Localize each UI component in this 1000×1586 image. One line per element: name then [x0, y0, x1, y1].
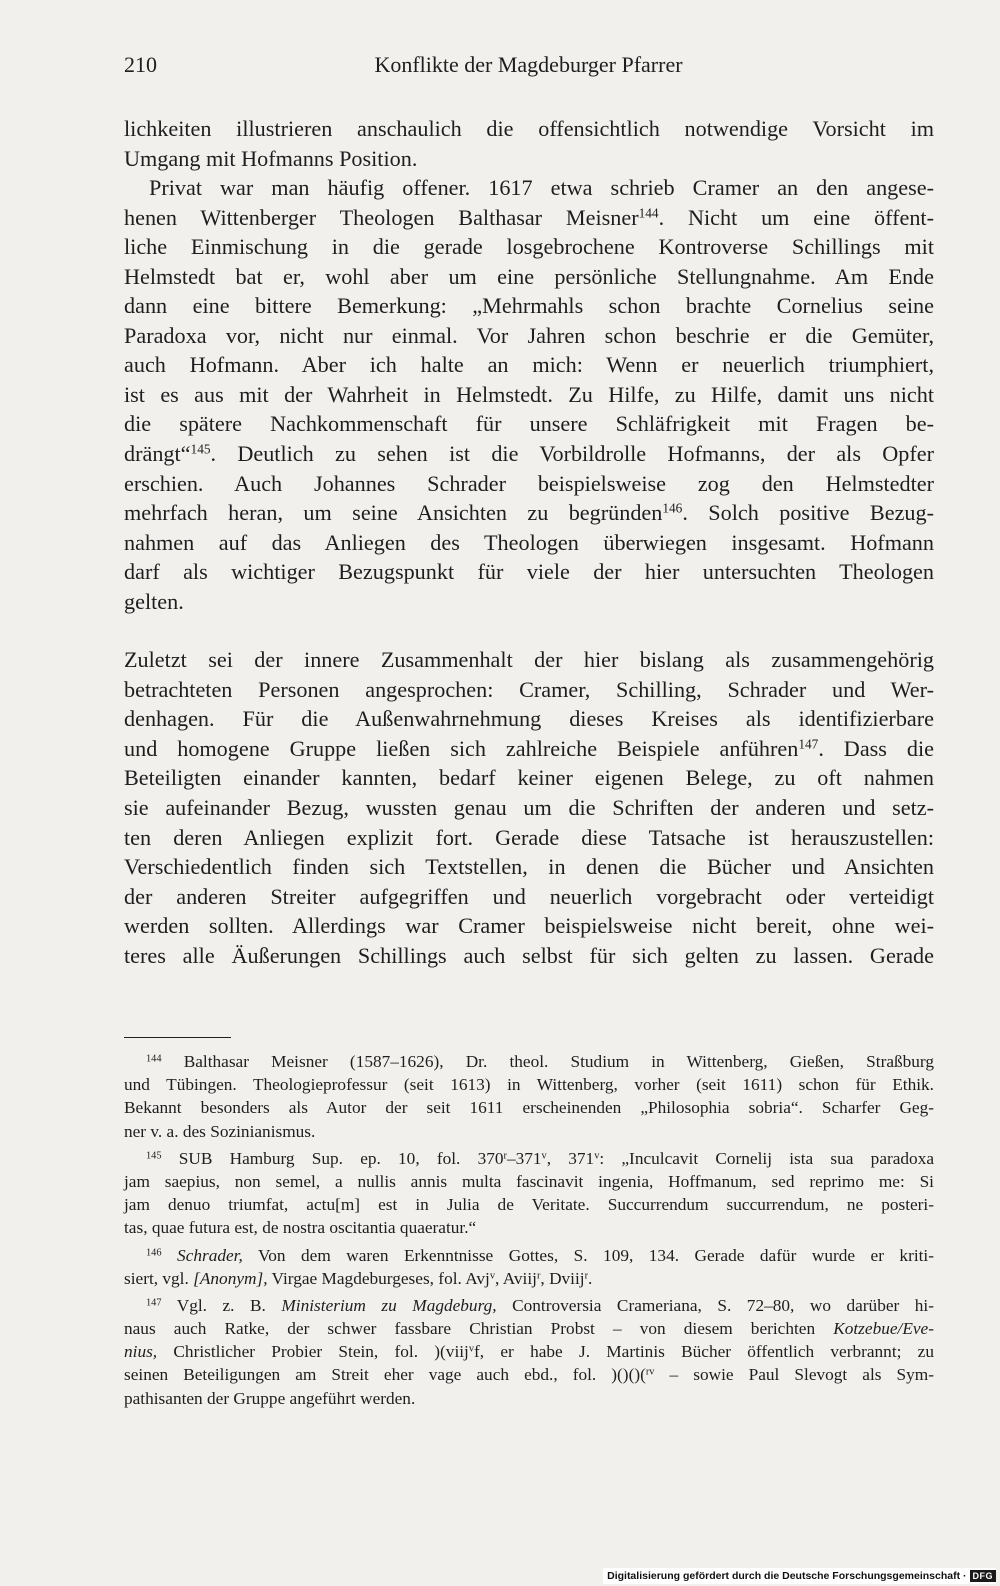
page-header — [124, 52, 933, 86]
footnote-147 — [124, 1294, 934, 1410]
digitization-credit — [603, 1568, 996, 1584]
footnote-ref-145[interactable]: 145 — [190, 441, 211, 457]
text-line: henen Wittenberger Theologen Balthasar Meisner$^{144}$. Nicht um eine öffent- — [124, 204, 934, 230]
text-line: teres alle Äußerungen Schillings auch selbst für sich gelten zu lassen. Gerade — [124, 942, 934, 968]
text-line: und homogene Gruppe ließen sich zahlreiche Beispiele anführen$^{147}$. Dass die — [124, 735, 934, 761]
text-line: dann eine bittere Bemerkung: „Mehrmahls schon brachte Cornelius seine — [124, 293, 934, 319]
text-line: Paradoxa vor, nicht nur einmal. Vor Jahren schon beschrie er die Gemüter, — [124, 322, 934, 348]
footnote-ref-144[interactable]: 144 — [638, 205, 659, 221]
footnote-line: ner v. a. des Sozinianismus. — [124, 1121, 316, 1141]
footnote-marker: 147 — [146, 1297, 162, 1309]
text-line: drängt“$^{145}$. Deutlich zu sehen ist die Vorbildrolle Hofmanns, der als Opfer — [124, 441, 934, 467]
footnote-145 — [124, 1147, 934, 1240]
credit-text: Digitalisierung gefördert durch die Deutsche Forschungsgemeinschaft · — [607, 1570, 967, 1582]
footnote-line: pathisanten der Gruppe angeführt werden. — [124, 1388, 416, 1408]
footnote-marker: 145 — [146, 1150, 162, 1162]
text-line: liche Einmischung in die gerade losgebrochene Kontroverse Schillings mit — [124, 234, 934, 260]
text-line: mehrfach heran, um seine Ansichten zu begründen$^{146}$. Solch positive Bezug- — [124, 500, 934, 526]
footnote-line: und Tübingen. Theologieprofessur (seit 1613) in Wittenberg, vorher (seit 1611) schon für Ethik. — [124, 1075, 934, 1095]
footnote-ref-147[interactable]: 147 — [798, 736, 819, 752]
footnote-line: nius, Christlicher Probier Stein, fol. )(viij$^v$f, er habe J. Martinis Bücher öffentlich verbrannt; zu — [124, 1342, 934, 1362]
footnote-line: jam saepius, non semel, a nullis annis multa fascinavit ingenia, Hoffmanum, sed reprimo me: Si — [124, 1171, 934, 1191]
text-line: darf als wichtiger Bezugspunkt für viele der hier untersuchten Theologen — [124, 559, 934, 585]
footnote-line: $^{147}$ Vgl. z. B. Ministerium zu Magdeburg, Controversia Crameriana, S. 72–80, wo darüber hi- — [146, 1295, 934, 1315]
text-line: denhagen. Für die Außenwahrnehmung dieses Kreises als identifizierbare — [124, 706, 934, 732]
footnote-line: siert, vgl. [Anonym], Virgae Magdeburgeses, fol. Avj$^v$, Aviij$^r$, Dviij$^r$. — [124, 1268, 593, 1288]
text-line: auch Hofmann. Aber ich halte an mich: Wenn er neuerlich triumphiert, — [124, 352, 934, 378]
text-line: Privat war man häufig offener. 1617 etwa schrieb Cramer an den angese- — [149, 175, 934, 201]
dfg-logo-icon: DFG — [970, 1570, 997, 1582]
text-line: gelten. — [124, 588, 184, 614]
text-line: Helmstedt bat er, wohl aber um eine persönliche Stellungnahme. Am Ende — [124, 263, 934, 289]
footnote-line: $^{146}$ Schrader, Von dem waren Erkenntnisse Gottes, S. 109, 134. Gerade dafür wurde er kriti- — [146, 1245, 934, 1265]
text-line: Verschiedentlich finden sich Textstellen, in denen die Bücher und Ansichten — [124, 854, 934, 880]
footnote-marker: 146 — [146, 1246, 162, 1258]
footnote-146 — [124, 1244, 934, 1290]
text-line: Beteiligten einander kannten, bedarf keiner eigenen Belege, zu oft nahmen — [124, 765, 934, 791]
text-line: Zuletzt sei der innere Zusammenhalt der hier bislang als zusammengehörig — [124, 647, 934, 673]
footnote-line: $^{144}$ Balthasar Meisner (1587–1626), Dr. theol. Studium in Wittenberg, Gießen, Straßburg — [146, 1052, 934, 1071]
footnote-line: seinen Beteiligungen am Streit eher vage auch ebd., fol. )()()($^{rv}$ – sowie Paul Slevogt als Sym- — [124, 1365, 934, 1385]
text-line: nahmen auf das Anliegen des Theologen überwiegen insgesamt. Hofmann — [124, 529, 934, 555]
footnote-ref-146[interactable]: 146 — [662, 500, 683, 516]
text-line: werden sollten. Allerdings war Cramer beispielsweise nicht bereit, ohne wei- — [124, 913, 934, 939]
text-line: der anderen Streiter aufgegriffen und neuerlich vorgebracht oder verteidigt — [124, 883, 934, 909]
text-line: sie aufeinander Bezug, wussten genau um die Schriften der anderen und setz- — [124, 795, 934, 821]
footnote-line: naus auch Ratke, der schwer fassbare Christian Probst – von diesem berichten Kotzebue/Eve- — [124, 1319, 934, 1339]
footnote-marker: 144 — [146, 1053, 162, 1065]
footnote-line: $^{145}$ SUB Hamburg Sup. ep. 10, fol. 370$^r$–371$^v$, 371$^v$: „Inculcavit Cornelij ista sua paradoxa — [146, 1148, 935, 1168]
page-number: 210 — [124, 52, 157, 77]
footnotes — [124, 1050, 934, 1414]
footnote-separator — [124, 1037, 231, 1038]
footnote-144 — [124, 1050, 934, 1143]
text-line: lichkeiten illustrieren anschaulich die offensichtlich notwendige Vorsicht im — [124, 116, 934, 141]
running-title: Konflikte der Magdeburger Pfarrer — [374, 52, 683, 77]
main-text — [124, 114, 934, 970]
text-line: betrachteten Personen angesprochen: Cramer, Schilling, Schrader und Wer- — [124, 676, 934, 702]
footnote-line: Bekannt besonders als Autor der seit 1611 erscheinenden „Philosophia sobria“. Scharfer Geg- — [124, 1098, 934, 1118]
text-line: erschien. Auch Johannes Schrader beispielsweise zog den Helmstedter — [124, 470, 934, 496]
footnote-line: tas, quae futura est, de nostra oscitantia quaeratur.“ — [124, 1218, 477, 1238]
text-line: ist es aus mit der Wahrheit in Helmstedt. Zu Hilfe, zu Hilfe, damit uns nicht — [124, 381, 934, 407]
text-line: Umgang mit Hofmanns Position. — [124, 145, 418, 171]
text-line: die spätere Nachkommenschaft für unsere Schläfrigkeit mit Fragen be- — [124, 411, 934, 437]
footnote-line: jam denuo triumfat, actu[m] est in Julia de Veritate. Succurrendum succurrendum, ne posteri- — [124, 1195, 934, 1215]
text-line: ten deren Anliegen explizit fort. Gerade diese Tatsache ist herauszustellen: — [124, 824, 934, 850]
